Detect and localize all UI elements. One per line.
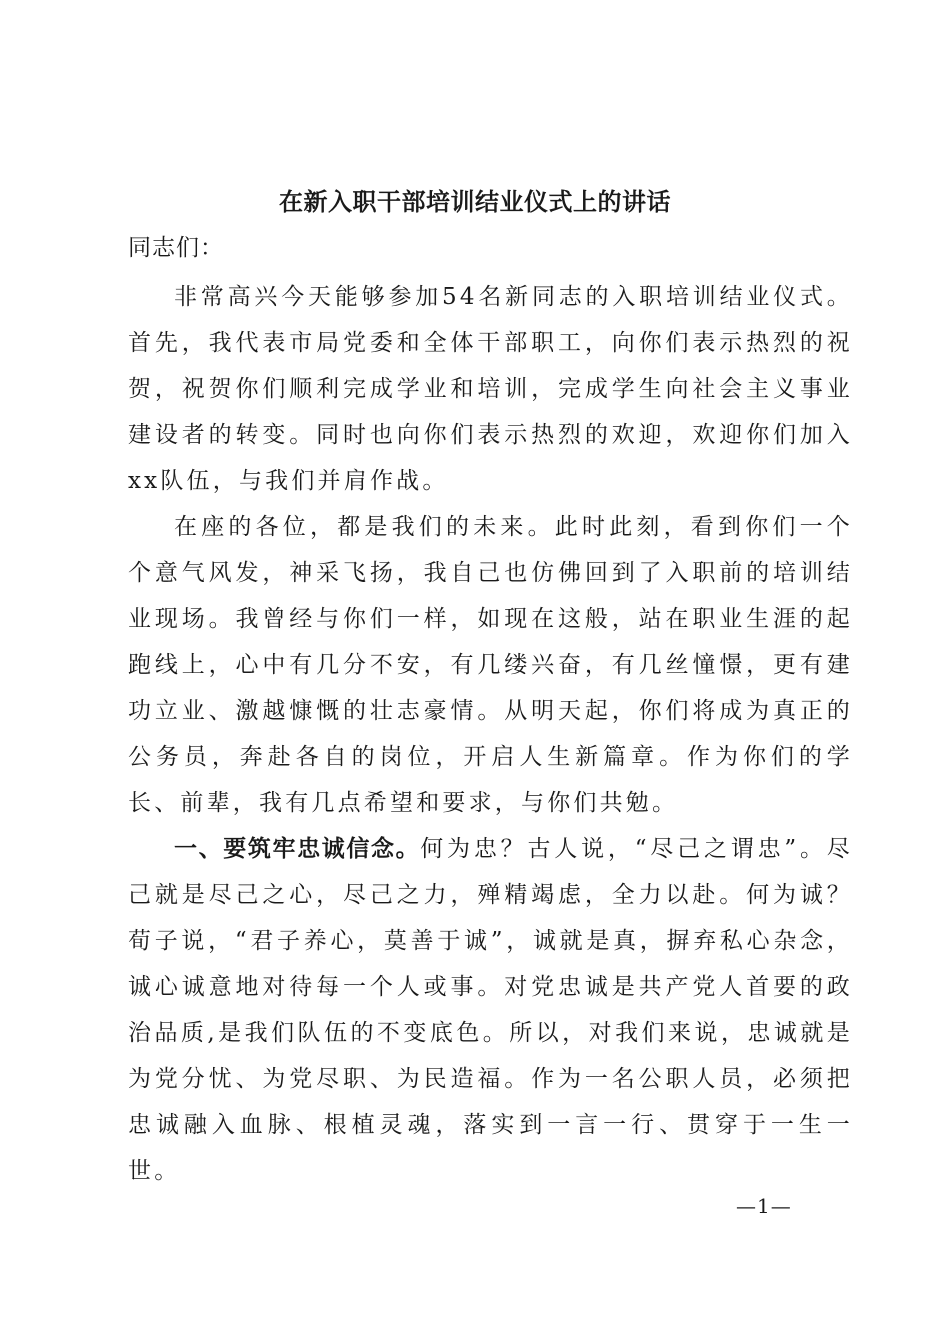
section-heading: 一、要筑牢忠诚信念。 (174, 836, 421, 862)
document-body (128, 274, 853, 1194)
paragraph-1: 非常高兴今天能够参加54名新同志的入职培训结业仪式。首先，我代表市局党委和全体干部职工，向你们表示热烈的祝贺，祝贺你们顺利完成学业和培训，完成学生向社会主义事业建设者的转变。同时也向你们表示热烈的欢迎，欢迎你们加入xx队伍，与我们并肩作战。 (128, 284, 853, 494)
document-title: 在新入职干部培训结业仪式上的讲话 (279, 187, 671, 216)
paragraph-3 (128, 826, 853, 1194)
salutation: 同志们： (128, 235, 224, 261)
page-number: —1— (736, 1194, 792, 1218)
paragraph-2: 在座的各位，都是我们的未来。此时此刻，看到你们一个个意气风发，神采飞扬，我自己也仿佛回到了入职前的培训结业现场。我曾经与你们一样，如现在这般，站在职业生涯的起跑线上，心中有几分不安，有几缕兴奋，有几丝憧憬，更有建功立业、激越慷慨的壮志豪情。从明天起，你们将成为真正的公务员，奔赴各自的岗位，开启人生新篇章。作为你们的学长、前辈，我有几点希望和要求，与你们共勉。 (128, 514, 853, 816)
section-text: 何为忠？古人说，“尽己之谓忠”。尽己就是尽己之心，尽己之力，殚精竭虑，全力以赴。何为诚？荀子说，“君子养心，莫善于诚”，诚就是真，摒弃私心杂念，诚心诚意地对待每一个人或事。对党忠诚是共产党人首要的政治品质,是我们队伍的不变底色。所以，对我们来说，忠诚就是为党分忧、为党尽职、为民造福。作为一名公职人员，必须把忠诚融入血脉、根植灵魂，落实到一言一行、贯穿于一生一世。 (128, 836, 853, 1184)
